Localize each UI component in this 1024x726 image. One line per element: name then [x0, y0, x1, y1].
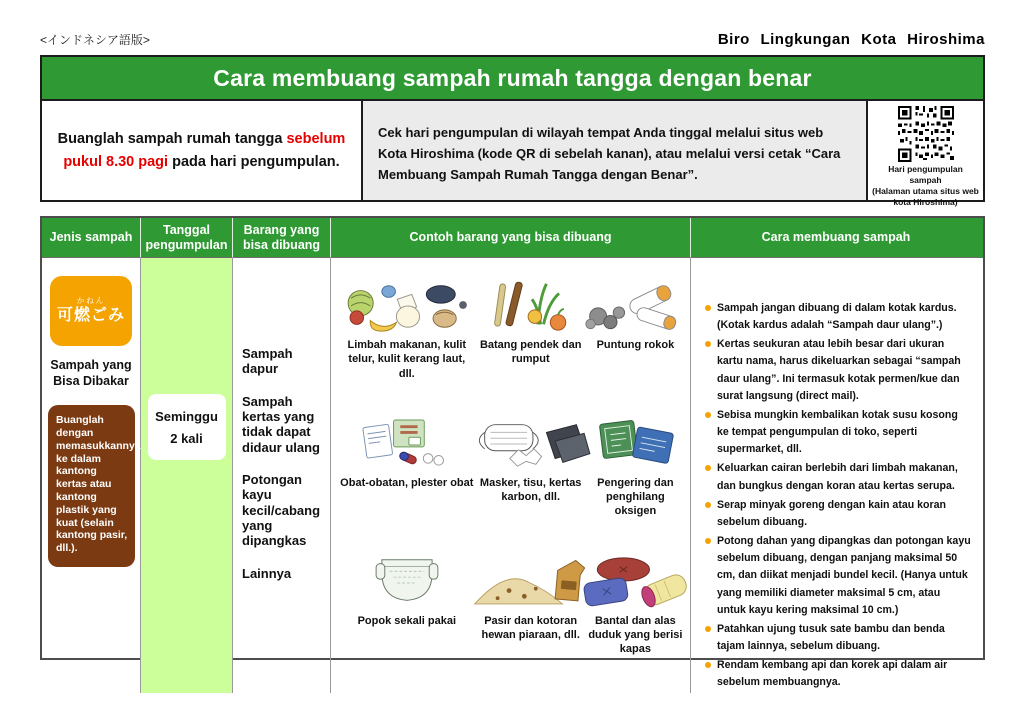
- table-header-row: [42, 218, 983, 258]
- example-item: [585, 550, 686, 688]
- header-allowed-items: Barang yang bisa dibuang: [233, 218, 331, 258]
- qr-caption-line1: Hari pengumpulan sampah: [888, 164, 963, 186]
- instruction-item: Serap minyak goreng dengan kain atau koran sebelum dibuang.: [704, 497, 971, 531]
- example-item: [477, 412, 585, 550]
- qr-panel: [866, 101, 983, 208]
- example-item: [585, 412, 686, 550]
- schedule-line1: Seminggu: [155, 408, 218, 424]
- disposal-instructions-list: [704, 300, 971, 691]
- example-item: [477, 274, 585, 412]
- header-waste-type: Jenis sampah: [42, 218, 141, 258]
- notice-strip: [40, 101, 985, 208]
- qr-caption: [872, 164, 979, 208]
- example-caption: Popok sekali pakai: [357, 614, 457, 627]
- badge-kanji: 可燃ごみ: [56, 306, 125, 324]
- waste-table: [40, 216, 985, 689]
- example-item: [337, 550, 477, 688]
- medicines-icon: [359, 414, 455, 472]
- instruction-item: Patahkan ujung tusuk sate bambu dan benda tajam lainnya, sebelum dibuang.: [704, 621, 971, 655]
- desiccant-packets-icon: [592, 414, 678, 472]
- mask-tissue-icon: [473, 414, 589, 472]
- collection-date-cell: [141, 258, 233, 693]
- deadline-text: [56, 128, 347, 173]
- schedule-box: [148, 394, 226, 460]
- bureau-name: Biro Lingkungan Kota Hiroshima: [717, 31, 985, 48]
- allowed-item: Sampah dapur: [242, 346, 293, 377]
- diaper-icon: [368, 552, 446, 610]
- title-bar: [40, 55, 985, 101]
- allowed-item: Sampah kertas yang tidak dapat didaur ulang: [242, 393, 320, 455]
- allowed-items-cell: [233, 258, 331, 693]
- example-caption: Pengering dan penghilang oksigen: [597, 476, 674, 518]
- deadline-text-post: pada hari pengumpulan.: [168, 153, 340, 170]
- pet-sand-icon: [469, 552, 593, 610]
- disposal-method-cell: [691, 258, 981, 693]
- qr-code-icon: [898, 106, 954, 162]
- instruction-item: Sebisa mungkin kembalikan kotak susu kosong ke tempat pengumpulan di toko, seperti supermarket, dll.: [704, 407, 971, 458]
- qr-caption-line2: (Halaman utama situs web kota Hiroshima): [872, 186, 979, 208]
- example-caption: Puntung rokok: [596, 339, 675, 351]
- badge-furigana: かねん: [76, 296, 106, 306]
- allowed-item: Lainnya: [242, 565, 292, 581]
- deadline-text-pre: Buanglah sampah rumah tangga: [57, 131, 287, 148]
- example-item: [337, 412, 477, 550]
- instruction-item: Potong dahan yang dipangkas dan potongan kayu sebelum dibuang, dengan panjang maksimal 50 cm, dan diikat menjadi bundel kecil. (Hanya untuk yang memiliki diameter maksimal 5 cm, atau untuk kayu kering maksimal 10 cm.): [704, 533, 971, 619]
- example-caption: Bantal dan alas duduk yang berisi kapas: [588, 614, 683, 656]
- example-item: [585, 274, 686, 412]
- header-example-items: Contoh barang yang bisa dibuang: [331, 218, 691, 258]
- header-disposal-method: Cara membuang sampah: [691, 218, 981, 258]
- instruction-item: Keluarkan cairan berlebih dari limbah makanan, dan bungkus dengan koran atau kertas serupa.: [704, 460, 971, 494]
- deadline-text-highlight: sebelum pukul 8.30 pagi: [63, 131, 346, 170]
- language-version-tag: <インドネシア語版>: [40, 33, 150, 47]
- example-caption: Masker, tisu, kertas karbon, dll.: [479, 476, 582, 504]
- instruction-item: Kertas seukuran atau lebih besar dari ukuran kartu nama, harus dikeluarkan sebagai “sampah daur ulang”. Ini termasuk kotak permen/kue dan surat langsung (direct mail).: [704, 336, 971, 405]
- waste-type-label: Sampah yang Bisa Dibakar: [50, 358, 132, 388]
- food-waste-icon: [343, 276, 471, 334]
- example-caption: Pasir dan kotoran hewan piaraan, dll.: [481, 614, 580, 641]
- example-caption: Limbah makanan, kulit telur, kulit kerang laut, dll.: [347, 339, 467, 380]
- example-item: [477, 550, 585, 688]
- example-caption: Batang pendek dan rumput: [479, 339, 582, 366]
- waste-type-cell: [42, 258, 141, 693]
- allowed-item: Potongan kayu kecil/cabang yang dipangkas: [242, 471, 321, 549]
- deadline-notice: [42, 101, 363, 200]
- collection-day-info: [363, 101, 866, 200]
- twigs-grass-icon: [487, 276, 575, 334]
- header-collection-date: Tanggal pengumpulan: [141, 218, 233, 258]
- example-caption: Obat-obatan, plester obat: [340, 476, 474, 489]
- example-items-cell: [331, 258, 691, 693]
- example-item: [337, 274, 477, 412]
- instruction-item: Rendam kembang api dan korek api dalam air sebelum membuangnya.: [704, 657, 971, 691]
- bag-instruction-note: Buanglah dengan memasukkannya ke dalam kantong kertas atau kantong plastik yang kuat (selain kantong pasir, dll.).: [48, 405, 135, 567]
- collection-day-info-text: Cek hari pengumpulan di wilayah tempat Anda tinggal melalui situs web Kota Hiroshima (kode QR di sebelah kanan), atau melalui versi cetak “Cara Membuang Sampah Rumah Tangga dengan Benar”.: [378, 124, 841, 183]
- schedule-line2: 2 kali: [170, 430, 203, 446]
- page-title: Cara membuang sampah rumah tangga dengan benar: [213, 64, 812, 91]
- top-bar: [40, 26, 985, 48]
- instruction-item: Sampah jangan dibuang di dalam kotak kardus. (Kotak kardus adalah “Sampah daur ulang”.): [704, 300, 971, 334]
- burnable-waste-badge: [50, 276, 132, 346]
- table-body-row: [42, 258, 983, 689]
- cigarette-butts-icon: [583, 276, 687, 334]
- cushions-icon: [577, 552, 693, 610]
